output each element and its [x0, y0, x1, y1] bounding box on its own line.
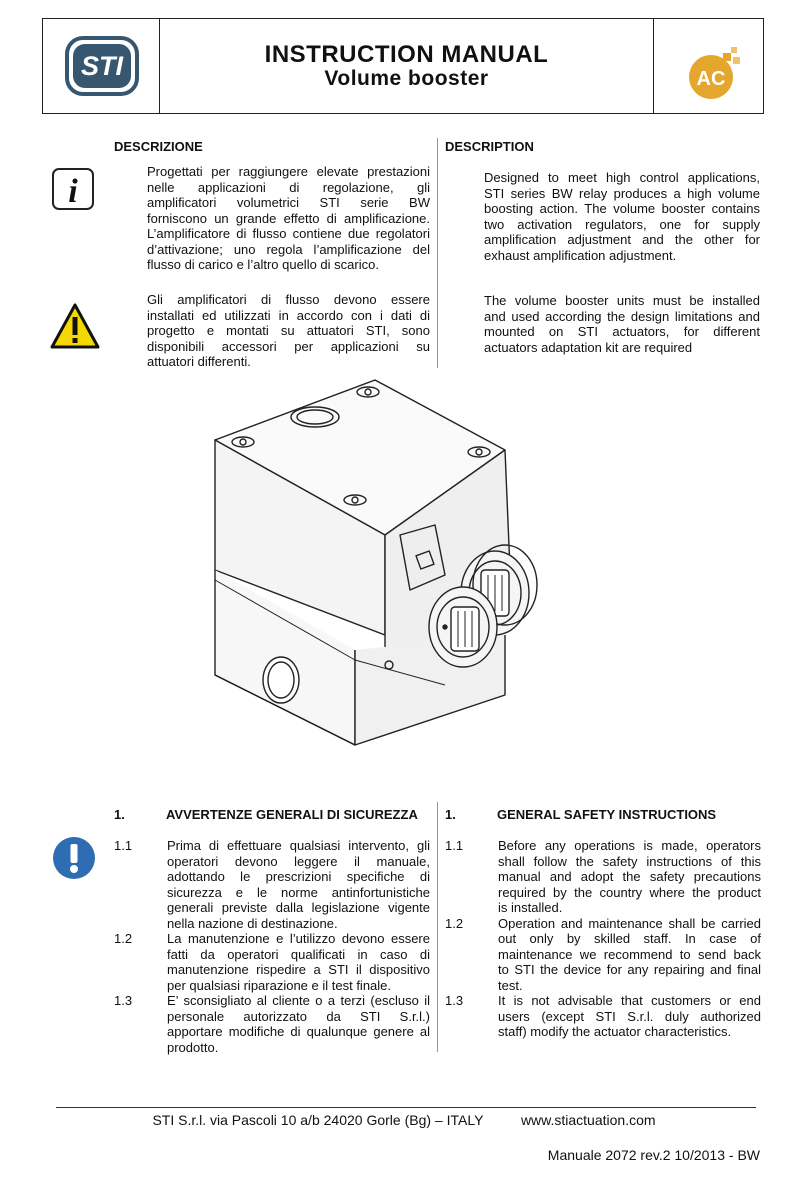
en-safety-heading: GENERAL SAFETY INSTRUCTIONS	[497, 807, 717, 822]
footer-address: STI S.r.l. via Pascoli 10 a/b 24020 Gorle (Bg) – ITALY	[152, 1112, 484, 1128]
text-line: boosting action. The volume booster contains	[484, 201, 760, 216]
it-safety-number: 1.	[114, 807, 125, 822]
text-line: adottando le prescrizioni specifiche di	[167, 869, 430, 884]
footer-contact	[0, 1112, 808, 1128]
text-line: is installed.	[498, 900, 563, 915]
text-line: staff) modify the actuator characteristics.	[498, 1024, 732, 1039]
text-line: manutenzione rispedire a STI il dispositivo	[167, 962, 430, 977]
text-line: sicurezza e le norme antinfortunistiche	[167, 884, 430, 900]
safety-item	[445, 993, 761, 1040]
text-line: fatti da operatori qualificati in caso di	[167, 946, 430, 962]
text-line: Prima di effettuare qualsiasi intervento, gli	[167, 838, 430, 853]
manual-subtitle: Volume booster	[324, 67, 489, 90]
column-divider-bottom	[437, 802, 438, 1052]
text-line: actuators adaptation kit are required	[484, 339, 693, 355]
safety-item	[445, 838, 761, 916]
it-description-para1	[147, 164, 430, 273]
ac-logo-text: AC	[696, 68, 726, 90]
text-line: personale autorizzato da STI S.r.l.)	[167, 1008, 430, 1024]
text-line: flusso di carico e l’altro quello di scarico.	[147, 257, 379, 272]
en-description-para2	[484, 293, 760, 355]
text-line: mounted on STI actuators, for different	[484, 324, 760, 339]
text-line: prodotto.	[167, 1039, 219, 1055]
safety-item	[114, 931, 430, 993]
footer-rule	[56, 1107, 756, 1108]
text-line: per qualsiasi riparazione e il test finale.	[167, 977, 392, 993]
volume-booster-drawing	[205, 375, 565, 755]
it-safety-list	[114, 838, 430, 1055]
text-line: nella nazione di destinazione.	[167, 915, 338, 931]
en-description-heading: DESCRIPTION	[445, 139, 534, 154]
text-line: Gli amplificatori di flusso devono essere	[147, 292, 430, 307]
text-line: Operation and maintenance shall be carried	[498, 915, 761, 931]
svg-text:i: i	[68, 173, 78, 210]
text-line: disponibili accessori per applicazioni su	[147, 338, 430, 354]
safety-item-number: 1.2	[114, 931, 133, 946]
safety-item-text	[498, 993, 761, 1040]
safety-item-number: 1.3	[114, 993, 133, 1008]
text-line: shall follow the safety instructions of this	[498, 853, 761, 869]
text-line: attuatori differenti.	[147, 354, 251, 369]
safety-item-number: 1.1	[114, 838, 133, 853]
text-line: nelle applicazioni di regolazione, gli	[147, 179, 430, 195]
it-description-para2	[147, 292, 430, 370]
footer-website[interactable]: www.stiactuation.com	[520, 1112, 656, 1128]
safety-item-text	[167, 993, 430, 1055]
safety-item-text	[167, 931, 430, 993]
sti-logo	[65, 36, 139, 96]
safety-item	[445, 916, 761, 994]
text-line: progetto e montati su attuatori STI, sono	[147, 323, 430, 338]
text-line: The volume booster units must be installed	[484, 293, 760, 308]
safety-item-text	[498, 838, 761, 916]
text-line: required by the country where the product	[498, 884, 761, 900]
text-line: operatori devono leggere il manuale,	[167, 853, 430, 869]
info-icon	[51, 167, 95, 211]
text-line: E’ sconsigliato al cliente o a terzi (escluso il	[167, 993, 430, 1008]
text-line: exhaust amplification adjustment.	[484, 247, 677, 263]
text-line: amplification adjustment and the other for	[484, 232, 760, 247]
text-line: Progettati per raggiungere elevate prestazioni	[147, 164, 430, 179]
en-safety-list	[445, 838, 761, 1040]
document-reference: Manuale 2072 rev.2 10/2013 - BW	[547, 1147, 760, 1163]
text-line: L’amplificatore di flusso contiene due regolatori	[147, 226, 430, 241]
text-line: two activation regulators, one for supply	[484, 216, 760, 232]
text-line: La manutenzione e l’utilizzo devono essere	[167, 931, 430, 946]
text-line: generali previste dalla legislazione vigente	[167, 900, 430, 915]
text-line: test.	[498, 977, 523, 993]
text-line: STI series BW relay produces a high volume	[484, 185, 760, 201]
safety-item-number: 1.3	[445, 993, 464, 1008]
safety-item-text	[498, 916, 761, 994]
text-line: apportare modifiche di qualunque genere al	[167, 1024, 430, 1039]
exclamation-icon	[52, 836, 96, 880]
safety-item-number: 1.2	[445, 915, 464, 931]
safety-item-text	[167, 838, 430, 931]
warning-icon	[49, 302, 101, 350]
safety-item	[114, 993, 430, 1055]
text-line: forniscono un grande effetto di amplificazione.	[147, 210, 430, 226]
en-safety-number: 1.	[445, 807, 456, 822]
text-line: d’attivazione; uno regola l’amplificazione del	[147, 241, 430, 257]
text-line: maintenance we recommend to send back	[498, 946, 761, 962]
ac-logo	[685, 47, 743, 103]
safety-item	[114, 838, 430, 931]
text-line: to STI the device for any repairing and final	[498, 962, 761, 977]
text-line: and used according the design limitations and	[484, 308, 760, 324]
column-divider-top	[437, 138, 438, 368]
text-line: out only by skilled staff. In case of	[498, 931, 761, 946]
text-line: Designed to meet high control applications,	[484, 170, 760, 185]
text-line: manual and adopt the safety precautions	[498, 869, 761, 884]
en-description-para1	[484, 170, 760, 263]
header-box	[42, 18, 764, 114]
it-safety-heading: AVVERTENZE GENERALI DI SICUREZZA	[166, 807, 418, 822]
text-line: It is not advisable that customers or end	[498, 993, 761, 1008]
header-divider-right	[653, 19, 654, 113]
manual-title: INSTRUCTION MANUAL	[264, 41, 549, 68]
text-line: Before any operations is made, operators	[498, 838, 761, 853]
text-line: users (except STI S.r.l. duly authorized	[498, 1008, 761, 1024]
text-line: installati ed utilizzati in accordo con i dati di	[147, 307, 430, 323]
sti-logo-text: STI	[73, 44, 131, 88]
text-line: amplificatori volumetrici STI serie BW	[147, 195, 430, 210]
it-description-heading: DESCRIZIONE	[114, 139, 203, 154]
safety-item-number: 1.1	[445, 838, 464, 853]
